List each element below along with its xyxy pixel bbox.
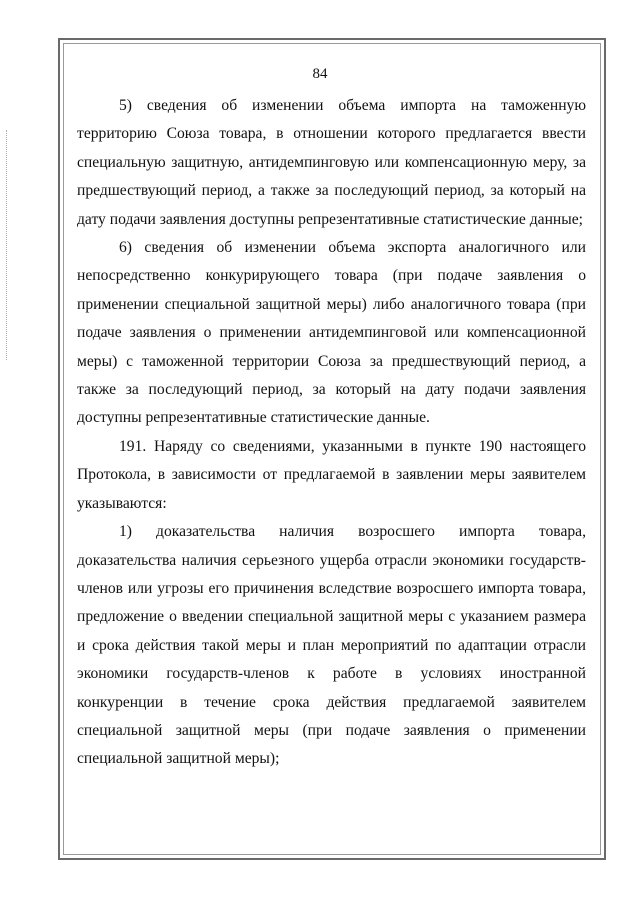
- paragraph-item-6: 6) сведения об изменении объема экспорта аналогичного или непосредственно конкурирующего товара (при подаче заявления о применении специальной защитной меры) либо аналогичного товара (при подаче заявления о применении антидемпинговой или компенсационной меры) с таможенной территории Союза за предшествующий период, а также за последующий период, за который на дату подачи заявления доступны репрезентативные статистические данные.: [77, 239, 586, 427]
- page-number: 84: [312, 66, 328, 82]
- document-body: [77, 92, 586, 774]
- paragraph-item-5: 5) сведения об изменении объема импорта на таможенную территорию Союза товара, в отношении которого предлагается ввести специальную защитную, антидемпинговую или компенсационную меру, за предшествующий период, а также за последующий период, за который на дату подачи заявления доступны репрезентативные статистические данные;: [77, 97, 586, 228]
- paragraph-section-191: 191. Наряду со сведениями, указанными в пункте 190 настоящего Протокола, в зависимости от предлагаемой в заявлении меры заявителем указываются:: [77, 437, 586, 512]
- scan-margin-mark: [6, 130, 9, 360]
- paragraph-item-1: 1) доказательства наличия возросшего импорта товара, доказательства наличия серьезного ущерба отрасли экономики государств-членов или угрозы его причинения вследствие возросшего импорта товара, предложение о введении специальной защитной меры с указанием размера и срока действия такой меры и план мероприятий по адаптации отрасли экономики государств-членов к работе в условиях иностранной конкуренции в течение срока действия предлагаемой заявителем специальной защитной меры (при подаче заявления о применении специальной защитной меры);: [77, 523, 586, 768]
